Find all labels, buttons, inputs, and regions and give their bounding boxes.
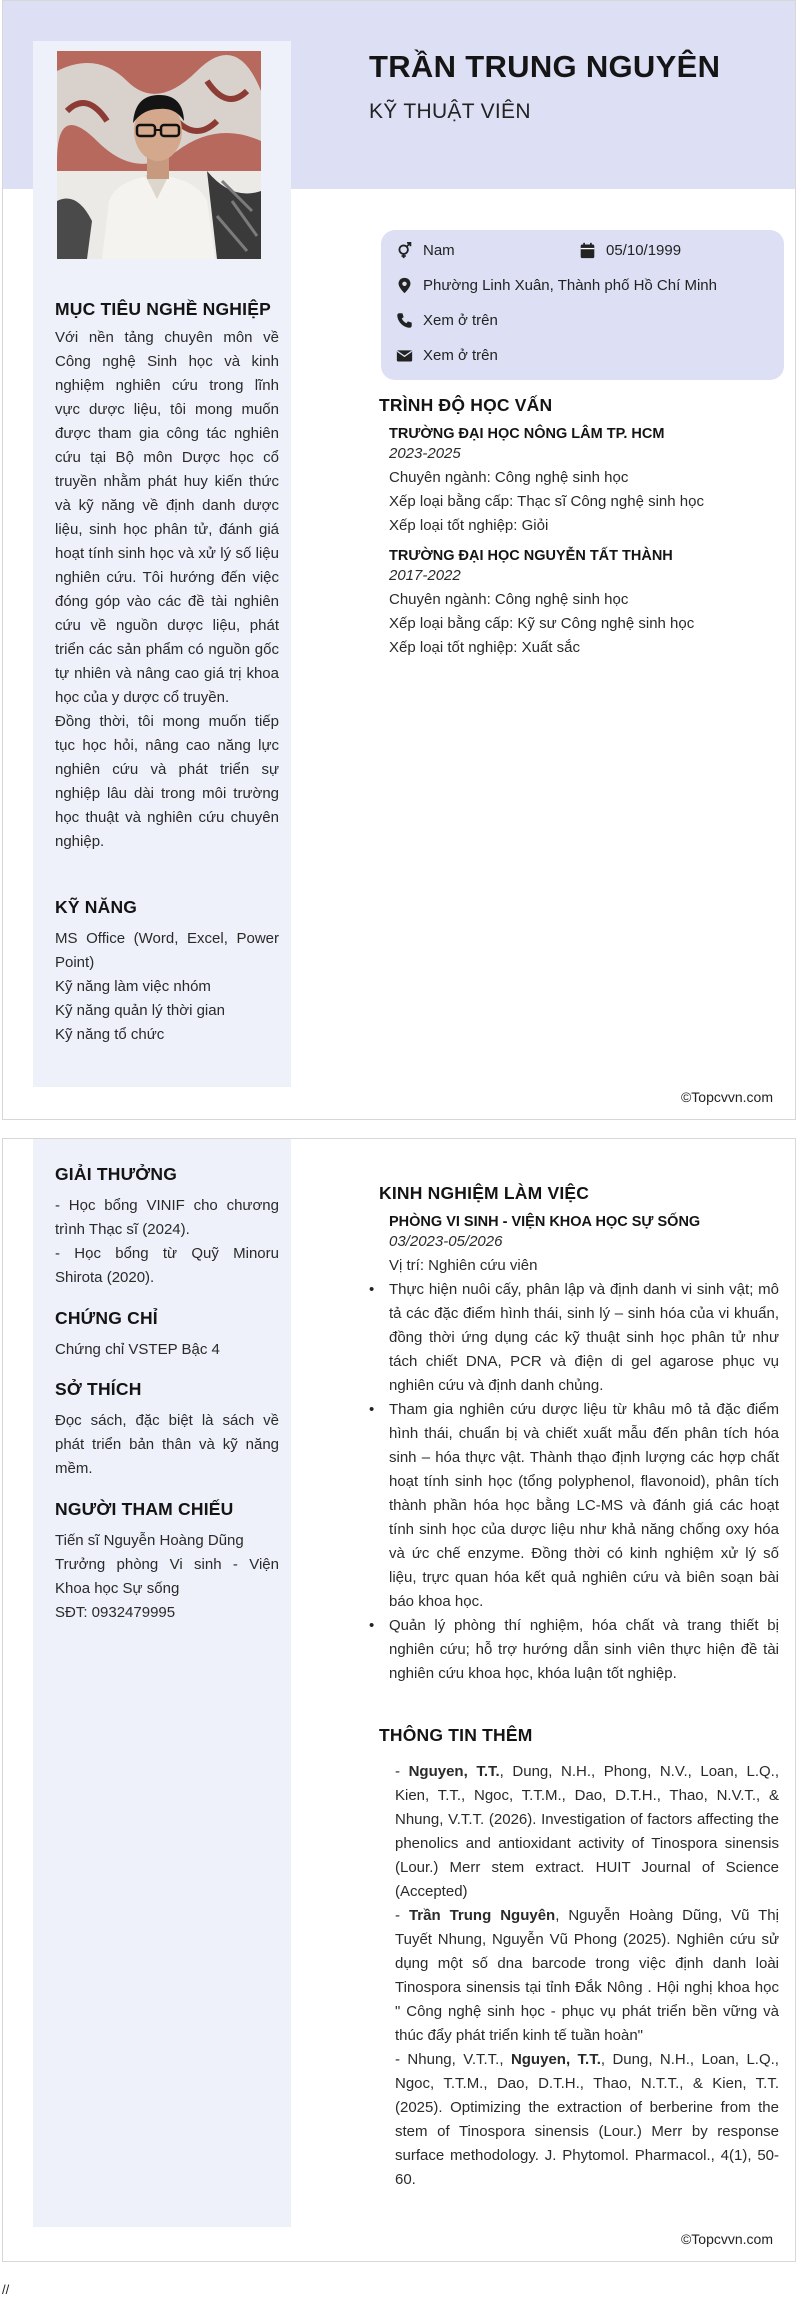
pub-text: , Nguyễn Hoàng Dũng, Vũ Thị Tuyết Nhung, Nguyễn Vũ Phong (2025). Nghiên cứu sử dụng một số dna barcode trong việc định danh loài Tinospora sinensis tại tỉnh Đắk Nông . Hội nghị khoa học " Công nghệ sinh học - phục vụ phát triển bền vững và thúc đẩy phát triển kinh tế tuần hoàn" bbox=[395, 1907, 779, 2044]
skill-item: MS Office (Word, Excel, Power Point) bbox=[55, 930, 279, 971]
email-icon bbox=[396, 347, 413, 364]
calendar-icon bbox=[579, 242, 596, 259]
reference-position: Trưởng phòng Vi sinh - Viện Khoa học Sự sống bbox=[55, 1556, 279, 1597]
left-sidebar bbox=[33, 1139, 291, 2227]
pub-dash: - bbox=[395, 1763, 409, 1780]
award-item: - Học bổng VINIF cho chương trình Thạc sĩ (2024). bbox=[55, 1197, 279, 1238]
skills-section bbox=[55, 897, 279, 1047]
phone-icon bbox=[396, 312, 413, 329]
contact-gender bbox=[396, 242, 455, 259]
pub-text: , Dung, N.H., Loan, L.Q., Ngoc, T.T.M., Dao, D.T.H., Thao, N.T.T., & Kien, T.T. (2025). Optimizing the extraction of berberine from the stem of Tinospora sinensis (Lour.) Merr by response surface methodology. J. Phytomol. Pharmacol., 4(1), 50-60. bbox=[395, 2051, 779, 2188]
contact-dob bbox=[579, 242, 681, 259]
job-duty-item: • Tham gia nghiên cứu dược liệu từ khâu mô tả đặc điểm hình thái, chuẩn bị và chiết xuất mẫu đến phân tích hóa sinh – hóa thực vật. Thành thạo định lượng các hợp chất hoạt tính sinh học (tổng polyphenol, flavonoid), phân tích thành phần hóa học bằng LC-MS và đánh giá các hoạt tính sinh học của dược liệu như khả năng chống oxy hóa và ức chế enzyme. Đồng thời có kinh nghiệm xử lý số liệu, trực quan hóa kết quả nghiên cứu và biên soạn bài báo khoa học. bbox=[381, 1398, 779, 1614]
experience-title: KINH NGHIỆM LÀM VIỆC bbox=[379, 1183, 590, 1203]
address-value: Phường Linh Xuân, Thành phố Hồ Chí Minh bbox=[423, 277, 717, 294]
hobbies-text: Đọc sách, đặc biệt là sách về phát triển bản thân và kỹ năng mềm. bbox=[55, 1412, 279, 1477]
school-name: TRƯỜNG ĐẠI HỌC NGUYỄN TẤT THÀNH bbox=[389, 548, 673, 564]
pub-dash: - bbox=[395, 1907, 409, 1924]
contact-phone bbox=[396, 312, 498, 329]
publication-item bbox=[395, 2048, 779, 2192]
phone-value: Xem ở trên bbox=[423, 312, 498, 329]
school-degree: Xếp loại bằng cấp: Kỹ sư Công nghệ sinh học bbox=[389, 615, 695, 632]
stray-mark: // bbox=[2, 2282, 10, 2297]
school-major: Chuyên ngành: Công nghệ sinh học bbox=[389, 469, 629, 486]
gender-value: Nam bbox=[423, 242, 455, 259]
hobbies-section bbox=[55, 1379, 279, 1481]
location-pin-icon bbox=[396, 277, 413, 294]
email-value: Xem ở trên bbox=[423, 347, 498, 364]
company-name: PHÒNG VI SINH - VIỆN KHOA HỌC SỰ SỐNG bbox=[389, 1214, 701, 1230]
publication-item bbox=[395, 1760, 779, 1904]
publication-item bbox=[395, 1904, 779, 2048]
job-duties-list bbox=[381, 1278, 779, 1686]
certificate-item: Chứng chỉ VSTEP Bậc 4 bbox=[55, 1341, 220, 1358]
candidate-role: KỸ THUẬT VIÊN bbox=[369, 100, 531, 123]
references-section bbox=[55, 1499, 279, 1625]
additional-info-section bbox=[379, 1725, 779, 2192]
education-title: TRÌNH ĐỘ HỌC VẤN bbox=[379, 395, 553, 415]
gender-icon bbox=[396, 242, 413, 259]
skill-item: Kỹ năng tổ chức bbox=[55, 1026, 165, 1043]
school-years: 2017-2022 bbox=[389, 567, 461, 584]
contact-email bbox=[396, 347, 498, 364]
certificates-title: CHỨNG CHỈ bbox=[55, 1308, 158, 1328]
hobbies-title: SỞ THÍCH bbox=[55, 1379, 142, 1399]
pub-author-bold: Nguyen, T.T. bbox=[408, 1763, 500, 1780]
dob-value: 05/10/1999 bbox=[606, 242, 682, 259]
awards-section bbox=[55, 1164, 279, 1290]
objective-paragraph-1: Với nền tảng chuyên môn về Công nghệ Sinh học và kinh nghiệm nghiên cứu trong lĩnh vực dược liệu, tôi mong muốn được tham gia công tác nghiên cứu tại Bộ môn Dược học cổ truyền nhằm phát huy kiến thức và kỹ năng về định danh dược liệu, sinh học phân tử, đánh giá hoạt tính sinh học và xử lý số liệu nghiên cứu. Tôi hướng đến việc đóng góp vào các đề tài nghiên cứu về nguồn dược liệu, phát triển các sản phẩm có nguồn gốc tự nhiên và nâng cao giá trị khoa học của y dược cổ truyền. bbox=[55, 329, 279, 706]
job-duty-item: • Quản lý phòng thí nghiệm, hóa chất và trang thiết bị nghiên cứu; hỗ trợ hướng dẫn sinh viên thực hiện đề tài nghiên cứu khoa học, khóa luận tốt nghiệp. bbox=[381, 1614, 779, 1686]
certificates-section bbox=[55, 1308, 279, 1362]
job-dates: 03/2023-05/2026 bbox=[389, 1233, 503, 1250]
references-title: NGƯỜI THAM CHIẾU bbox=[55, 1499, 234, 1519]
skill-item: Kỹ năng làm việc nhóm bbox=[55, 978, 211, 995]
awards-title: GIẢI THƯỞNG bbox=[55, 1164, 178, 1184]
reference-phone: SĐT: 0932479995 bbox=[55, 1604, 176, 1621]
school-degree: Xếp loại bằng cấp: Thạc sĩ Công nghệ sinh học bbox=[389, 493, 704, 510]
footer-credit: ©Topcvvn.com bbox=[680, 2231, 773, 2247]
school-name: TRƯỜNG ĐẠI HỌC NÔNG LÂM TP. HCM bbox=[389, 426, 665, 442]
skill-item: Kỹ năng quản lý thời gian bbox=[55, 1002, 225, 1019]
pub-text: Nhung, V.T.T., bbox=[407, 2051, 511, 2068]
school-major: Chuyên ngành: Công nghệ sinh học bbox=[389, 591, 629, 608]
contact-box bbox=[381, 230, 784, 380]
cv-page-1 bbox=[2, 0, 796, 1120]
profile-photo bbox=[57, 51, 261, 259]
footer-credit: ©Topcvvn.com bbox=[680, 1089, 773, 1105]
contact-address bbox=[396, 277, 717, 294]
pub-author-bold: Trần Trung Nguyên bbox=[408, 1907, 556, 1924]
objective-title: MỤC TIÊU NGHỀ NGHIỆP bbox=[55, 299, 271, 319]
skills-title: KỸ NĂNG bbox=[55, 897, 138, 917]
additional-info-title: THÔNG TIN THÊM bbox=[379, 1725, 533, 1745]
experience-section bbox=[379, 1183, 779, 1686]
school-grade: Xếp loại tốt nghiệp: Xuất sắc bbox=[389, 639, 580, 656]
pub-author-bold: Nguyen, T.T. bbox=[510, 2051, 601, 2068]
award-item: - Học bổng từ Quỹ Minoru Shirota (2020). bbox=[55, 1245, 279, 1286]
objective-paragraph-2: Đồng thời, tôi mong muốn tiếp tục học hỏi, nâng cao năng lực nghiên cứu và phát triển sự nghiệp lâu dài trong môi trường học thuật và nghiên cứu chuyên nghiệp. bbox=[55, 713, 279, 850]
job-position: Vị trí: Nghiên cứu viên bbox=[389, 1257, 538, 1274]
school-years: 2023-2025 bbox=[389, 445, 461, 462]
school-grade: Xếp loại tốt nghiệp: Giỏi bbox=[389, 517, 549, 534]
job-duty-item: • Thực hiện nuôi cấy, phân lập và định danh vi sinh vật; mô tả các đặc điểm hình thái, sinh lý – sinh hóa của vi khuẩn, đồng thời ứng dụng các kỹ thuật sinh học phân tử như tách chiết DNA, PCR và điện di gel agarose phục vụ nghiên cứu và định danh chủng. bbox=[381, 1278, 779, 1398]
candidate-name: TRẦN TRUNG NGUYÊN bbox=[369, 49, 721, 84]
reference-name: Tiến sĩ Nguyễn Hoàng Dũng bbox=[55, 1532, 244, 1549]
cv-page-2 bbox=[2, 1138, 796, 2262]
pub-dash: - bbox=[395, 2051, 408, 2068]
education-section bbox=[379, 395, 779, 660]
objective-section bbox=[55, 299, 279, 854]
pub-text: , Dung, N.H., Phong, N.V., Loan, L.Q., Kien, T.T., Ngoc, T.T.M., Dao, D.T.H., Thao, N.V.T., & Nhung, V.T.T. (2026). Investigation of factors affecting the phenolics and antioxidant activity of Tinospora sinensis (Lour.) Merr stem extract. HUIT Journal of Science (Accepted) bbox=[395, 1763, 779, 1900]
